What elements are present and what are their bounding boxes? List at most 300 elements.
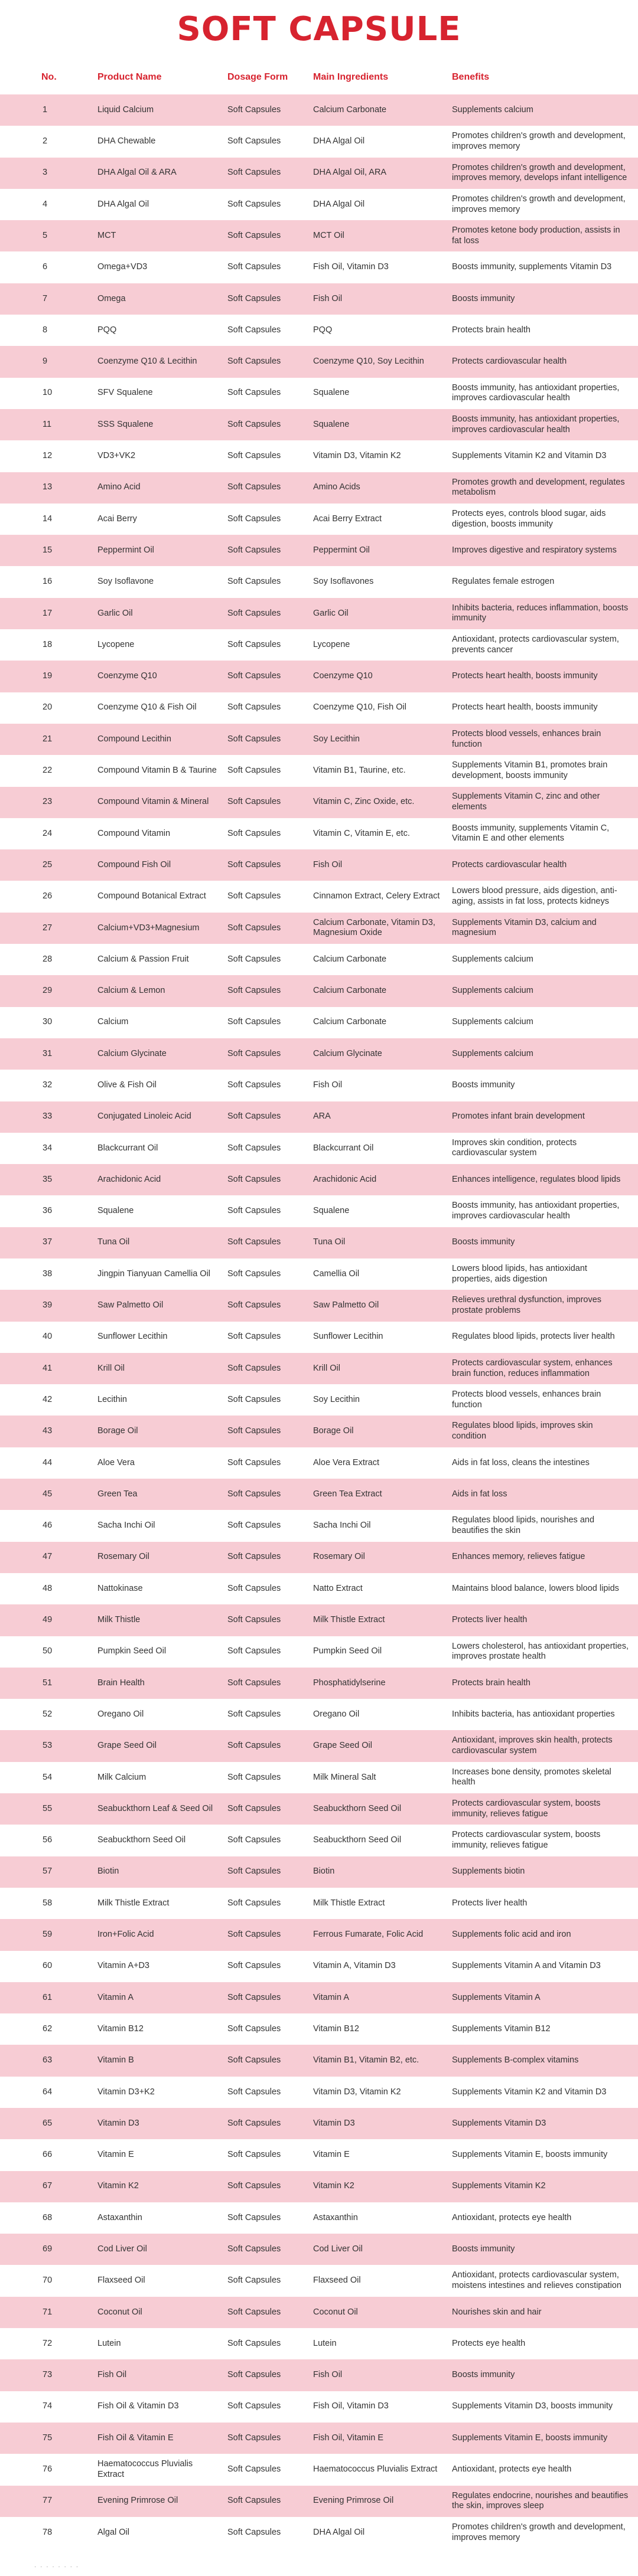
table-row [0, 1007, 638, 1038]
main-ingredients-cell: Coenzyme Q10, Soy Lecithin [313, 357, 424, 367]
benefits-cell: Supplements Vitamin C, zinc and other elements [452, 792, 600, 812]
benefits-cell: Protects brain health [452, 325, 530, 335]
benefits-cell: Supplements Vitamin K2 and Vitamin D3 [452, 451, 607, 461]
table-row [0, 2077, 638, 2108]
main-ingredients-cell: Tuna Oil [313, 1237, 346, 1247]
dosage-form-cell: Soft Capsules [227, 577, 281, 587]
table-row [0, 1164, 638, 1195]
product-name-cell: Blackcurrant Oil [97, 1143, 158, 1153]
dosage-form-cell: Soft Capsules [227, 419, 281, 429]
main-ingredients-cell: Sunflower Lecithin [313, 1332, 383, 1342]
product-number-cell: 40 [43, 1332, 53, 1342]
table-row [0, 1447, 638, 1479]
product-number-cell: 22 [43, 766, 53, 776]
dosage-form-cell: Soft Capsules [227, 1332, 281, 1342]
product-number-cell: 25 [43, 859, 53, 869]
product-name-cell: Arachidonic Acid [97, 1174, 161, 1184]
table-row [0, 566, 638, 597]
dosage-form-cell: Soft Capsules [227, 1552, 281, 1562]
product-number-cell: 16 [43, 577, 53, 587]
main-ingredients-cell: Acai Berry Extract [313, 514, 382, 524]
dosage-form-cell: Soft Capsules [227, 230, 281, 240]
benefits-cell: Aids in fat loss, cleans the intestines [452, 1457, 590, 1467]
table-row [0, 409, 638, 440]
product-number-cell: 63 [43, 2055, 53, 2065]
benefits-cell: Protects cardiovascular system, boosts immunity, relieves fatigue [452, 1798, 601, 1819]
dosage-form-cell: Soft Capsules [227, 1112, 281, 1122]
benefits-cell: Promotes growth and development, regulates metabolism [452, 477, 625, 498]
benefits-cell: Boosts immunity, supplements Vitamin C, Vitamin E and other elements [452, 823, 610, 844]
dosage-form-cell: Soft Capsules [227, 199, 281, 209]
dosage-form-cell: Soft Capsules [227, 1017, 281, 1027]
table-header [0, 68, 638, 86]
product-number-cell: 62 [43, 2023, 53, 2034]
product-name-cell: Calcium & Passion Fruit [97, 954, 189, 964]
product-number-cell: 5 [43, 230, 48, 240]
table-row [0, 2265, 638, 2296]
main-ingredients-cell: Coconut Oil [313, 2307, 358, 2317]
main-ingredients-cell: Garlic Oil [313, 608, 349, 618]
product-number-cell: 41 [43, 1363, 53, 1373]
product-number-cell: 7 [43, 293, 48, 303]
table-row [0, 2359, 638, 2391]
benefits-cell: Protects cardiovascular health [452, 357, 567, 367]
benefits-cell: Boosts immunity, has antioxidant properties, improves cardiovascular health [452, 383, 620, 403]
product-name-cell: Olive & Fish Oil [97, 1080, 157, 1090]
product-name-cell: Pumpkin Seed Oil [97, 1646, 167, 1656]
main-ingredients-cell: Soy Lecithin [313, 1394, 360, 1404]
product-name-cell: Vitamin D3+K2 [97, 2087, 155, 2097]
main-ingredients-cell: Vitamin C, Vitamin E, etc. [313, 828, 410, 838]
header-main-ingredients: Main Ingredients [313, 72, 389, 82]
product-number-cell: 59 [43, 1930, 53, 1940]
product-name-cell: Seabuckthorn Seed Oil [97, 1835, 186, 1845]
dosage-form-cell: Soft Capsules [227, 1930, 281, 1940]
dosage-form-cell: Soft Capsules [227, 797, 281, 807]
main-ingredients-cell: Aloe Vera Extract [313, 1457, 380, 1467]
product-number-cell: 15 [43, 545, 53, 555]
main-ingredients-cell: Calcium Carbonate [313, 986, 387, 996]
header-benefits: Benefits [452, 72, 490, 82]
product-number-cell: 20 [43, 702, 53, 712]
product-number-cell: 23 [43, 797, 53, 807]
product-number-cell: 9 [43, 357, 48, 367]
dosage-form-cell: Soft Capsules [227, 1741, 281, 1751]
benefits-cell: Enhances intelligence, regulates blood lipids [452, 1174, 621, 1184]
main-ingredients-cell: Biotin [313, 1866, 335, 1877]
product-number-cell: 24 [43, 828, 53, 838]
product-number-cell: 51 [43, 1678, 53, 1688]
dosage-form-cell: Soft Capsules [227, 859, 281, 869]
product-number-cell: 33 [43, 1112, 53, 1122]
benefits-cell: Regulates blood lipids, nourishes and beautifies the skin [452, 1515, 595, 1535]
dosage-form-cell: Soft Capsules [227, 1206, 281, 1216]
product-number-cell: 36 [43, 1206, 53, 1216]
product-name-cell: Milk Calcium [97, 1772, 147, 1782]
product-number-cell: 32 [43, 1080, 53, 1090]
main-ingredients-cell: Vitamin B1, Vitamin B2, etc. [313, 2055, 419, 2065]
product-number-cell: 54 [43, 1772, 53, 1782]
product-name-cell: Vitamin K2 [97, 2181, 139, 2191]
main-ingredients-cell: Vitamin C, Zinc Oxide, etc. [313, 797, 415, 807]
dosage-form-cell: Soft Capsules [227, 2181, 281, 2191]
product-number-cell: 28 [43, 954, 53, 964]
main-ingredients-cell: Arachidonic Acid [313, 1174, 377, 1184]
dosage-form-cell: Soft Capsules [227, 1678, 281, 1688]
header-no: No. [41, 72, 57, 82]
product-number-cell: 14 [43, 514, 53, 524]
benefits-cell: Supplements Vitamin K2 and Vitamin D3 [452, 2087, 607, 2097]
product-name-cell: Fish Oil [97, 2370, 127, 2380]
benefits-cell: Boosts immunity, has antioxidant properties, improves cardiovascular health [452, 414, 620, 434]
table-row [0, 346, 638, 377]
benefits-cell: Supplements Vitamin B1, promotes brain development, boosts immunity [452, 760, 608, 780]
main-ingredients-cell: Ferrous Fumarate, Folic Acid [313, 1930, 424, 1940]
product-name-cell: VD3+VK2 [97, 451, 136, 461]
benefits-cell: Promotes children's growth and development, improves memory [452, 131, 626, 151]
dosage-form-cell: Soft Capsules [227, 545, 281, 555]
product-name-cell: Saw Palmetto Oil [97, 1300, 164, 1310]
table-row [0, 2108, 638, 2139]
main-ingredients-cell: Camellia Oil [313, 1269, 360, 1279]
table-row [0, 1070, 638, 1101]
main-ingredients-cell: Natto Extract [313, 1583, 363, 1593]
benefits-cell: Supplements Vitamin K2 [452, 2181, 546, 2191]
dosage-form-cell: Soft Capsules [227, 1300, 281, 1310]
product-number-cell: 34 [43, 1143, 53, 1153]
product-name-cell: Astaxanthin [97, 2212, 142, 2222]
product-number-cell: 68 [43, 2212, 53, 2222]
benefits-cell: Antioxidant, protects eye health [452, 2212, 572, 2222]
product-name-cell: Borage Oil [97, 1426, 138, 1436]
main-ingredients-cell: Rosemary Oil [313, 1552, 365, 1562]
table-row [0, 1101, 638, 1133]
table-row [0, 1322, 638, 1353]
main-ingredients-cell: Blackcurrant Oil [313, 1143, 374, 1153]
benefits-cell: Antioxidant, protects cardiovascular system, moistens intestines and relieves constipation [452, 2270, 621, 2291]
main-ingredients-cell: Milk Thistle Extract [313, 1898, 385, 1908]
product-name-cell: Compound Lecithin [97, 734, 171, 744]
benefits-cell: Supplements Vitamin A and Vitamin D3 [452, 1961, 601, 1971]
product-number-cell: 27 [43, 923, 53, 933]
benefits-cell: Improves skin condition, protects cardiovascular system [452, 1137, 577, 1158]
product-number-cell: 1 [43, 104, 48, 115]
product-number-cell: 65 [43, 2118, 53, 2128]
product-number-cell: 3 [43, 168, 48, 178]
table-row [0, 1856, 638, 1888]
benefits-cell: Protects heart health, boosts immunity [452, 671, 598, 681]
product-number-cell: 12 [43, 451, 53, 461]
main-ingredients-cell: Seabuckthorn Seed Oil [313, 1803, 402, 1813]
table-row [0, 220, 638, 251]
product-name-cell: Cod Liver Oil [97, 2244, 147, 2254]
table-row [0, 94, 638, 126]
dosage-form-cell: Soft Capsules [227, 1835, 281, 1845]
benefits-cell: Protects cardiovascular system, boosts immunity, relieves fatigue [452, 1830, 601, 1850]
product-number-cell: 44 [43, 1457, 53, 1467]
main-ingredients-cell: Green Tea Extract [313, 1489, 382, 1499]
table-row [0, 189, 638, 220]
header-product-name: Product Name [97, 72, 162, 82]
table-row [0, 1919, 638, 1950]
product-name-cell: Compound Vitamin & Mineral [97, 797, 209, 807]
product-name-cell: Soy Isoflavone [97, 577, 154, 587]
product-number-cell: 73 [43, 2370, 53, 2380]
product-name-cell: Sunflower Lecithin [97, 1332, 168, 1342]
product-number-cell: 61 [43, 1992, 53, 2002]
main-ingredients-cell: Coenzyme Q10 [313, 671, 373, 681]
benefits-cell: Promotes children's growth and development, improves memory, develops infant intelligence [452, 162, 627, 183]
table-row [0, 1699, 638, 1730]
dosage-form-cell: Soft Capsules [227, 2212, 281, 2222]
product-name-cell: Sacha Inchi Oil [97, 1521, 155, 1531]
main-ingredients-cell: Grape Seed Oil [313, 1741, 372, 1751]
benefits-cell: Boosts immunity [452, 293, 515, 303]
benefits-cell: Maintains blood balance, lowers blood lipids [452, 1583, 619, 1593]
dosage-form-cell: Soft Capsules [227, 1709, 281, 1719]
product-number-cell: 76 [43, 2464, 53, 2474]
product-name-cell: Calcium+VD3+Magnesium [97, 923, 200, 933]
main-ingredients-cell: Oregano Oil [313, 1709, 360, 1719]
main-ingredients-cell: MCT Oil [313, 230, 344, 240]
product-name-cell: Amino Acid [97, 482, 141, 492]
product-name-cell: Compound Botanical Extract [97, 891, 206, 901]
main-ingredients-cell: Calcium Carbonate [313, 104, 387, 115]
main-ingredients-cell: Squalene [313, 1206, 350, 1216]
table-row [0, 724, 638, 755]
product-name-cell: Haematococcus Pluvialis Extract [97, 2459, 193, 2479]
dosage-form-cell: Soft Capsules [227, 2150, 281, 2160]
product-name-cell: Milk Thistle [97, 1615, 141, 1625]
header-dosage-form: Dosage Form [227, 72, 288, 82]
benefits-cell: Inhibits bacteria, reduces inflammation, boosts immunity [452, 603, 629, 623]
table-row [0, 2423, 638, 2454]
product-name-cell: SSS Squalene [97, 419, 154, 429]
table-row [0, 1636, 638, 1668]
product-number-cell: 46 [43, 1521, 53, 1531]
main-ingredients-cell: Vitamin K2 [313, 2181, 354, 2191]
table-row [0, 818, 638, 849]
main-ingredients-cell: Vitamin E [313, 2150, 350, 2160]
table-row [0, 2391, 638, 2423]
dosage-form-cell: Soft Capsules [227, 1646, 281, 1656]
product-number-cell: 42 [43, 1394, 53, 1404]
benefits-cell: Lowers blood pressure, aids digestion, anti-aging, assists in fat loss, protects kidneys [452, 886, 617, 907]
benefits-cell: Supplements Vitamin E, boosts immunity [452, 2150, 608, 2160]
table-row [0, 1730, 638, 1761]
benefits-cell: Increases bone density, promotes skeletal health [452, 1767, 611, 1787]
table-row [0, 1290, 638, 1321]
dosage-form-cell: Soft Capsules [227, 954, 281, 964]
product-name-cell: Biotin [97, 1866, 119, 1877]
main-ingredients-cell: Fish Oil [313, 2370, 343, 2380]
dosage-form-cell: Soft Capsules [227, 482, 281, 492]
dosage-form-cell: Soft Capsules [227, 514, 281, 524]
product-name-cell: Seabuckthorn Leaf & Seed Oil [97, 1803, 213, 1813]
benefits-cell: Protects heart health, boosts immunity [452, 702, 598, 712]
benefits-cell: Boosts immunity, has antioxidant properties, improves cardiovascular health [452, 1201, 620, 1221]
main-ingredients-cell: Cod Liver Oil [313, 2244, 363, 2254]
dosage-form-cell: Soft Capsules [227, 1363, 281, 1373]
product-number-cell: 2 [43, 136, 48, 146]
benefits-cell: Antioxidant, protects eye health [452, 2464, 572, 2474]
table-row [0, 1416, 638, 1447]
benefits-cell: Protects cardiovascular system, enhances brain function, reduces inflammation [452, 1358, 613, 1378]
product-name-cell: Coenzyme Q10 & Fish Oil [97, 702, 197, 712]
main-ingredients-cell: Calcium Glycinate [313, 1048, 382, 1058]
dosage-form-cell: Soft Capsules [227, 1237, 281, 1247]
main-ingredients-cell: Vitamin A, Vitamin D3 [313, 1961, 396, 1971]
product-number-cell: 55 [43, 1803, 53, 1813]
dosage-form-cell: Soft Capsules [227, 2118, 281, 2128]
benefits-cell: Regulates blood lipids, improves skin condition [452, 1421, 593, 1441]
table-row [0, 787, 638, 818]
dosage-form-cell: Soft Capsules [227, 2244, 281, 2254]
dosage-form-cell: Soft Capsules [227, 2307, 281, 2317]
table-row [0, 1510, 638, 1541]
product-name-cell: Grape Seed Oil [97, 1741, 157, 1751]
dosage-form-cell: Soft Capsules [227, 325, 281, 335]
product-name-cell: Vitamin B [97, 2055, 134, 2065]
dosage-form-cell: Soft Capsules [227, 1489, 281, 1499]
table-row [0, 1195, 638, 1227]
dosage-form-cell: Soft Capsules [227, 608, 281, 618]
main-ingredients-cell: Flaxseed Oil [313, 2276, 361, 2286]
product-name-cell: Omega [97, 293, 126, 303]
table-row [0, 158, 638, 189]
benefits-cell: Promotes children's growth and development, improves memory [452, 2522, 626, 2542]
product-number-cell: 72 [43, 2338, 53, 2348]
main-ingredients-cell: Calcium Carbonate [313, 954, 387, 964]
dosage-form-cell: Soft Capsules [227, 1583, 281, 1593]
product-name-cell: Lycopene [97, 639, 135, 649]
table-row [0, 2202, 638, 2234]
dosage-form-cell: Soft Capsules [227, 2496, 281, 2506]
dosage-form-cell: Soft Capsules [227, 2401, 281, 2411]
dosage-form-cell: Soft Capsules [227, 451, 281, 461]
table-row [0, 692, 638, 724]
product-number-cell: 13 [43, 482, 53, 492]
table-row [0, 1479, 638, 1510]
product-name-cell: Conjugated Linoleic Acid [97, 1112, 191, 1122]
benefits-cell: Inhibits bacteria, has antioxidant properties [452, 1709, 615, 1719]
dosage-form-cell: Soft Capsules [227, 388, 281, 398]
product-number-cell: 66 [43, 2150, 53, 2160]
main-ingredients-cell: Vitamin B1, Taurine, etc. [313, 766, 406, 776]
table-row [0, 2234, 638, 2265]
benefits-cell: Lowers blood lipids, has antioxidant properties, aids digestion [452, 1263, 587, 1284]
dosage-form-cell: Soft Capsules [227, 136, 281, 146]
main-ingredients-cell: Borage Oil [313, 1426, 354, 1436]
product-name-cell: Peppermint Oil [97, 545, 154, 555]
benefits-cell: Supplements Vitamin E, boosts immunity [452, 2433, 608, 2443]
product-name-cell: Vitamin A [97, 1992, 134, 2002]
main-ingredients-cell: Krill Oil [313, 1363, 340, 1373]
benefits-cell: Protects eye health [452, 2338, 526, 2348]
table-row [0, 440, 638, 472]
product-name-cell: Tuna Oil [97, 1237, 130, 1247]
product-name-cell: Garlic Oil [97, 608, 133, 618]
table-row [0, 2297, 638, 2328]
product-name-cell: Flaxseed Oil [97, 2276, 145, 2286]
product-number-cell: 26 [43, 891, 53, 901]
dosage-form-cell: Soft Capsules [227, 1992, 281, 2002]
product-name-cell: Compound Fish Oil [97, 859, 171, 869]
benefits-cell: Boosts immunity [452, 2244, 515, 2254]
benefits-cell: Relieves urethral dysfunction, improves prostate problems [452, 1295, 602, 1315]
product-name-cell: Krill Oil [97, 1363, 125, 1373]
dosage-form-cell: Soft Capsules [227, 1394, 281, 1404]
product-name-cell: Coconut Oil [97, 2307, 142, 2317]
table-row [0, 1038, 638, 1070]
product-name-cell: Aloe Vera [97, 1457, 135, 1467]
benefits-cell: Promotes children's growth and development, improves memory [452, 194, 626, 214]
main-ingredients-cell: DHA Algal Oil [313, 2527, 365, 2537]
dosage-form-cell: Soft Capsules [227, 1080, 281, 1090]
product-number-cell: 49 [43, 1615, 53, 1625]
table-row [0, 598, 638, 629]
product-name-cell: Vitamin D3 [97, 2118, 139, 2128]
product-number-cell: 78 [43, 2527, 53, 2537]
product-table [0, 94, 638, 2548]
product-number-cell: 38 [43, 1269, 53, 1279]
dosage-form-cell: Soft Capsules [227, 1961, 281, 1971]
product-number-cell: 11 [43, 419, 52, 429]
product-number-cell: 69 [43, 2244, 53, 2254]
benefits-cell: Enhances memory, relieves fatigue [452, 1552, 585, 1562]
product-number-cell: 53 [43, 1741, 53, 1751]
table-row [0, 1258, 638, 1290]
product-name-cell: Milk Thistle Extract [97, 1898, 170, 1908]
product-number-cell: 58 [43, 1898, 53, 1908]
product-number-cell: 6 [43, 262, 48, 272]
table-row [0, 126, 638, 157]
main-ingredients-cell: Soy Lecithin [313, 734, 360, 744]
product-number-cell: 77 [43, 2496, 53, 2506]
table-row [0, 1888, 638, 1919]
dosage-form-cell: Soft Capsules [227, 891, 281, 901]
table-row [0, 1353, 638, 1384]
dosage-form-cell: Soft Capsules [227, 2370, 281, 2380]
benefits-cell: Regulates female estrogen [452, 577, 555, 587]
product-name-cell: Calcium & Lemon [97, 986, 165, 996]
main-ingredients-cell: Soy Isoflavones [313, 577, 374, 587]
table-row [0, 1762, 638, 1793]
product-name-cell: Calcium Glycinate [97, 1048, 167, 1058]
table-row [0, 378, 638, 409]
main-ingredients-cell: Pumpkin Seed Oil [313, 1646, 382, 1656]
dosage-form-cell: Soft Capsules [227, 2433, 281, 2443]
product-name-cell: Coenzyme Q10 [97, 671, 157, 681]
main-ingredients-cell: Vitamin D3, Vitamin K2 [313, 2087, 401, 2097]
benefits-cell: Improves digestive and respiratory systems [452, 545, 617, 555]
dosage-form-cell: Soft Capsules [227, 734, 281, 744]
table-row [0, 1825, 638, 1856]
main-ingredients-cell: Milk Mineral Salt [313, 1772, 376, 1782]
benefits-cell: Boosts immunity [452, 1237, 515, 1247]
main-ingredients-cell: Fish Oil, Vitamin D3 [313, 262, 389, 272]
main-ingredients-cell: Vitamin D3, Vitamin K2 [313, 451, 401, 461]
main-ingredients-cell: Calcium Carbonate [313, 1017, 387, 1027]
table-row [0, 2013, 638, 2045]
table-row [0, 1604, 638, 1636]
product-name-cell: Algal Oil [97, 2527, 129, 2537]
table-row [0, 944, 638, 975]
product-name-cell: Jingpin Tianyuan Camellia Oil [97, 1269, 211, 1279]
page-title: SOFT CAPSULE [177, 10, 461, 48]
product-number-cell: 67 [43, 2181, 53, 2191]
dosage-form-cell: Soft Capsules [227, 1521, 281, 1531]
